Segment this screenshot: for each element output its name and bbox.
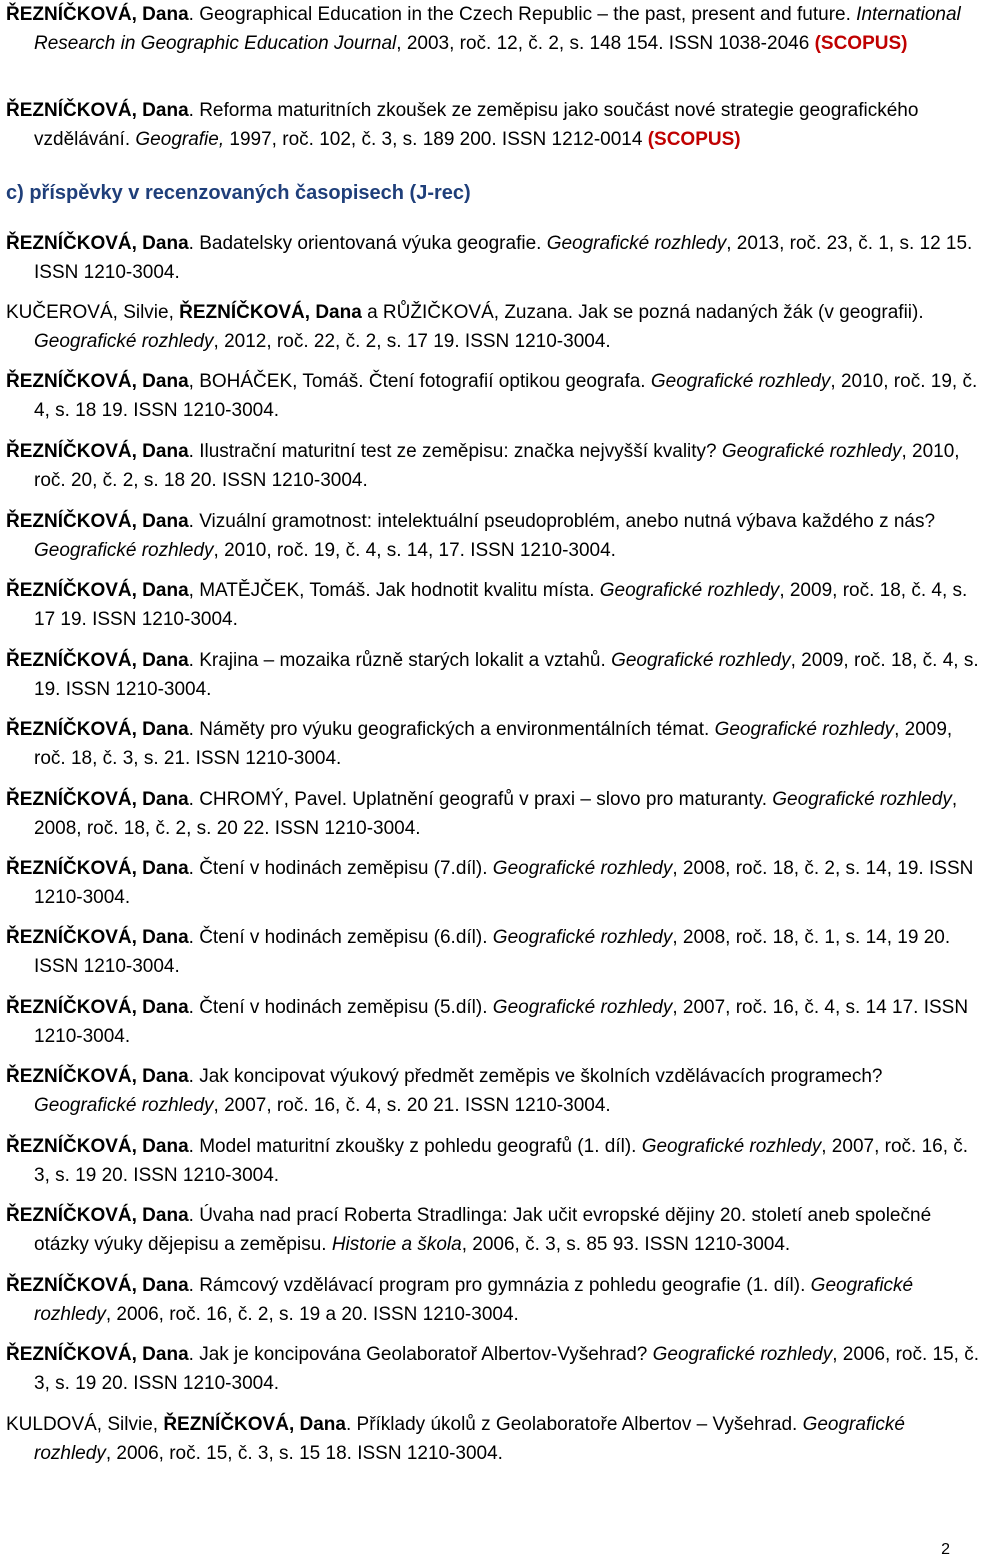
reference-entry: [6, 1410, 984, 1468]
reference-details: , 2006, roč. 16, č. 2, s. 19 a 20. ISSN 1210-3004.: [105, 1304, 519, 1325]
reference-author: ŘEZNÍČKOVÁ, Dana: [163, 1414, 346, 1435]
reference-author: ŘEZNÍČKOVÁ, Dana: [6, 100, 189, 121]
reference-details: , 2013, roč. 23, č. 1, s. 12 15. ISSN 1210-3004.: [34, 233, 973, 283]
reference-journal: Geografické rozhledy: [34, 1095, 214, 1116]
reference-title: . Náměty pro výuku geografických a environmentálních témat.: [188, 719, 715, 740]
reference-journal: Geografické rozhledy: [34, 1275, 914, 1325]
reference-title: . Čtení fotografií optikou geografa.: [358, 371, 651, 392]
reference-title: . Reforma maturitních zkoušek ze zeměpisu jako součást nové strategie geografického vzdělávání.: [34, 100, 919, 150]
reference-journal: Geografické rozhledy: [641, 1136, 822, 1157]
reference-details: , 2007, roč. 16, č. 3, s. 19 20. ISSN 1210-3004.: [34, 1136, 969, 1186]
reference-details: , 2009, roč. 18, č. 4, s. 17 19. ISSN 1210-3004.: [34, 580, 968, 630]
reference-journal: Geografické rozhledy: [714, 719, 895, 740]
reference-details: , 2010, roč. 19, č. 4, s. 18 19. ISSN 1210-3004.: [34, 371, 978, 421]
reference-journal: Geografické rozhledy: [34, 1414, 906, 1464]
reference-journal: Geografické rozhledy: [599, 580, 780, 601]
reference-author: ŘEZNÍČKOVÁ, Dana: [6, 4, 189, 25]
reference-details: , 2008, roč. 18, č. 1, s. 14, 19 20. ISSN 1210-3004.: [34, 927, 951, 977]
reference-title: . Příklady úkolů z Geolaboratoře Albertov – Vyšehrad.: [345, 1414, 803, 1435]
reference-entry: [6, 229, 984, 287]
reference-author: ŘEZNÍČKOVÁ, Dana: [6, 1205, 189, 1226]
reference-details: , 2006, roč. 15, č. 3, s. 19 20. ISSN 1210-3004.: [34, 1344, 980, 1394]
reference-author: ŘEZNÍČKOVÁ, Dana: [6, 441, 189, 462]
reference-entry: [6, 0, 984, 58]
reference-author: ŘEZNÍČKOVÁ, Dana: [6, 511, 189, 532]
reference-details: , 2007, roč. 16, č. 4, s. 14 17. ISSN 1210-3004.: [34, 997, 969, 1047]
reference-journal: Geografické rozhledy: [492, 927, 673, 948]
reference-title: . Vizuální gramotnost: intelektuální pseudoproblém, anebo nutná výbava každého z nás?: [188, 511, 936, 532]
reference-author: ŘEZNÍČKOVÁ, Dana: [6, 1344, 189, 1365]
reference-details: , 2009, roč. 18, č. 4, s. 19. ISSN 1210-3004.: [34, 650, 979, 700]
reference-title: . Krajina – mozaika různě starých lokalit a vztahů.: [188, 650, 612, 671]
reference-entry: [6, 96, 984, 154]
reference-details: , 2003, roč. 12, č. 2, s. 148 154. ISSN 1038-2046: [396, 33, 815, 54]
reference-title: . Čtení v hodinách zeměpisu (5.díl).: [188, 997, 493, 1018]
reference-entry: [6, 298, 984, 356]
reference-author: ŘEZNÍČKOVÁ, Dana: [6, 997, 189, 1018]
page-number: 2: [941, 1541, 950, 1558]
reference-entry: [6, 1340, 984, 1398]
reference-entry: [6, 437, 984, 495]
reference-author: ŘEZNÍČKOVÁ, Dana: [6, 580, 189, 601]
reference-journal: Geografické rozhledy: [650, 371, 831, 392]
reference-author: ŘEZNÍČKOVÁ, Dana: [6, 719, 189, 740]
reference-journal: Geografie,: [135, 129, 225, 150]
reference-title: . Jak koncipovat výukový předmět zeměpis ve školních vzdělávacích programech?: [188, 1066, 883, 1087]
section-heading: c) příspěvky v recenzovaných časopisech (J-rec): [6, 182, 471, 204]
reference-coauthors: KULDOVÁ, Silvie,: [6, 1414, 164, 1435]
reference-coauthors: a RŮŽIČKOVÁ, Zuzana: [361, 302, 568, 323]
reference-entry: [6, 1062, 984, 1120]
reference-title: . Rámcový vzdělávací program pro gymnázia z pohledu geografie (1. díl).: [188, 1275, 811, 1296]
reference-author: ŘEZNÍČKOVÁ, Dana: [6, 1066, 189, 1087]
reference-journal: Historie a škola: [331, 1234, 462, 1255]
reference-details: , 2009, roč. 18, č. 3, s. 21. ISSN 1210-3004.: [34, 719, 953, 769]
reference-author: ŘEZNÍČKOVÁ, Dana: [6, 927, 189, 948]
reference-entry: [6, 785, 984, 843]
reference-details: , 2006, roč. 15, č. 3, s. 15 18. ISSN 1210-3004.: [105, 1443, 503, 1464]
reference-author: ŘEZNÍČKOVÁ, Dana: [179, 302, 362, 323]
reference-details: 1997, roč. 102, č. 3, s. 189 200. ISSN 1212-0014: [224, 129, 648, 150]
reference-coauthors: , BOHÁČEK, Tomáš: [188, 371, 359, 392]
reference-title: . Geographical Education in the Czech Republic – the past, present and future.: [188, 4, 857, 25]
reference-author: ŘEZNÍČKOVÁ, Dana: [6, 233, 189, 254]
reference-journal: Geografické rozhledy: [772, 789, 952, 810]
scopus-tag: (SCOPUS): [647, 129, 741, 150]
reference-title: . Model maturitní zkoušky z pohledu geografů (1. díl).: [188, 1136, 642, 1157]
reference-entry: [6, 507, 984, 565]
reference-title: . Jak je koncipována Geolaboratoř Albertov-Vyšehrad?: [188, 1344, 653, 1365]
reference-title: . Čtení v hodinách zeměpisu (6.díl).: [188, 927, 493, 948]
reference-entry: [6, 1271, 984, 1329]
reference-entry: [6, 715, 984, 773]
reference-journal: Geografické rozhledy: [652, 1344, 833, 1365]
reference-coauthors: , MATĚJČEK, Tomáš: [188, 580, 366, 601]
reference-journal: Geografické rozhledy: [492, 997, 673, 1018]
reference-entry: [6, 854, 984, 912]
reference-journal: International Research in Geographic Education Journal: [34, 4, 961, 54]
reference-journal: Geografické rozhledy: [34, 540, 214, 561]
reference-title: . Úvaha nad prací Roberta Stradlinga: Jak učit evropské dějiny 20. století aneb společné otázky výuky dějepisu a zeměpisu.: [34, 1205, 932, 1255]
reference-details: , 2006, č. 3, s. 85 93. ISSN 1210-3004.: [461, 1234, 791, 1255]
reference-journal: Geografické rozhledy: [34, 331, 214, 352]
reference-title: . Čtení v hodinách zeměpisu (7.díl).: [188, 858, 493, 879]
reference-author: ŘEZNÍČKOVÁ, Dana: [6, 789, 189, 810]
reference-author: ŘEZNÍČKOVÁ, Dana: [6, 1275, 189, 1296]
reference-details: , 2010, roč. 20, č. 2, s. 18 20. ISSN 1210-3004.: [34, 441, 960, 491]
reference-author: ŘEZNÍČKOVÁ, Dana: [6, 858, 189, 879]
reference-entry: [6, 1201, 984, 1259]
reference-entry: [6, 1132, 984, 1190]
reference-details: , 2007, roč. 16, č. 4, s. 20 21. ISSN 1210-3004.: [213, 1095, 611, 1116]
reference-journal: Geografické rozhledy: [546, 233, 727, 254]
scopus-tag: (SCOPUS): [814, 33, 908, 54]
reference-journal: Geografické rozhledy: [721, 441, 902, 462]
reference-author: ŘEZNÍČKOVÁ, Dana: [6, 650, 189, 671]
reference-title: . Jak se pozná nadaných žák (v geografii).: [567, 302, 924, 323]
reference-details: , 2012, roč. 22, č. 2, s. 17 19. ISSN 1210-3004.: [213, 331, 611, 352]
reference-entry: [6, 993, 984, 1051]
reference-title: . Ilustrační maturitní test ze zeměpisu: značka nejvyšší kvality?: [188, 441, 722, 462]
reference-entry: [6, 576, 984, 634]
reference-author: ŘEZNÍČKOVÁ, Dana: [6, 371, 189, 392]
reference-details: , 2008, roč. 18, č. 2, s. 20 22. ISSN 1210-3004.: [34, 789, 958, 839]
reference-title: . Jak hodnotit kvalitu místa.: [365, 580, 600, 601]
reference-author: ŘEZNÍČKOVÁ, Dana: [6, 1136, 189, 1157]
reference-journal: Geografické rozhledy: [492, 858, 673, 879]
reference-details: , 2008, roč. 18, č. 2, s. 14, 19. ISSN 1210-3004.: [34, 858, 974, 908]
reference-title: . Badatelsky orientovaná výuka geografie.: [188, 233, 547, 254]
reference-entry: [6, 646, 984, 704]
reference-journal: Geografické rozhledy: [611, 650, 791, 671]
reference-entry: [6, 367, 984, 425]
reference-coauthors: KUČEROVÁ, Silvie,: [6, 302, 180, 323]
reference-title: . CHROMÝ, Pavel. Uplatnění geografů v praxi – slovo pro maturanty.: [188, 789, 773, 810]
reference-entry: [6, 923, 984, 981]
reference-details: , 2010, roč. 19, č. 4, s. 14, 17. ISSN 1210-3004.: [213, 540, 616, 561]
